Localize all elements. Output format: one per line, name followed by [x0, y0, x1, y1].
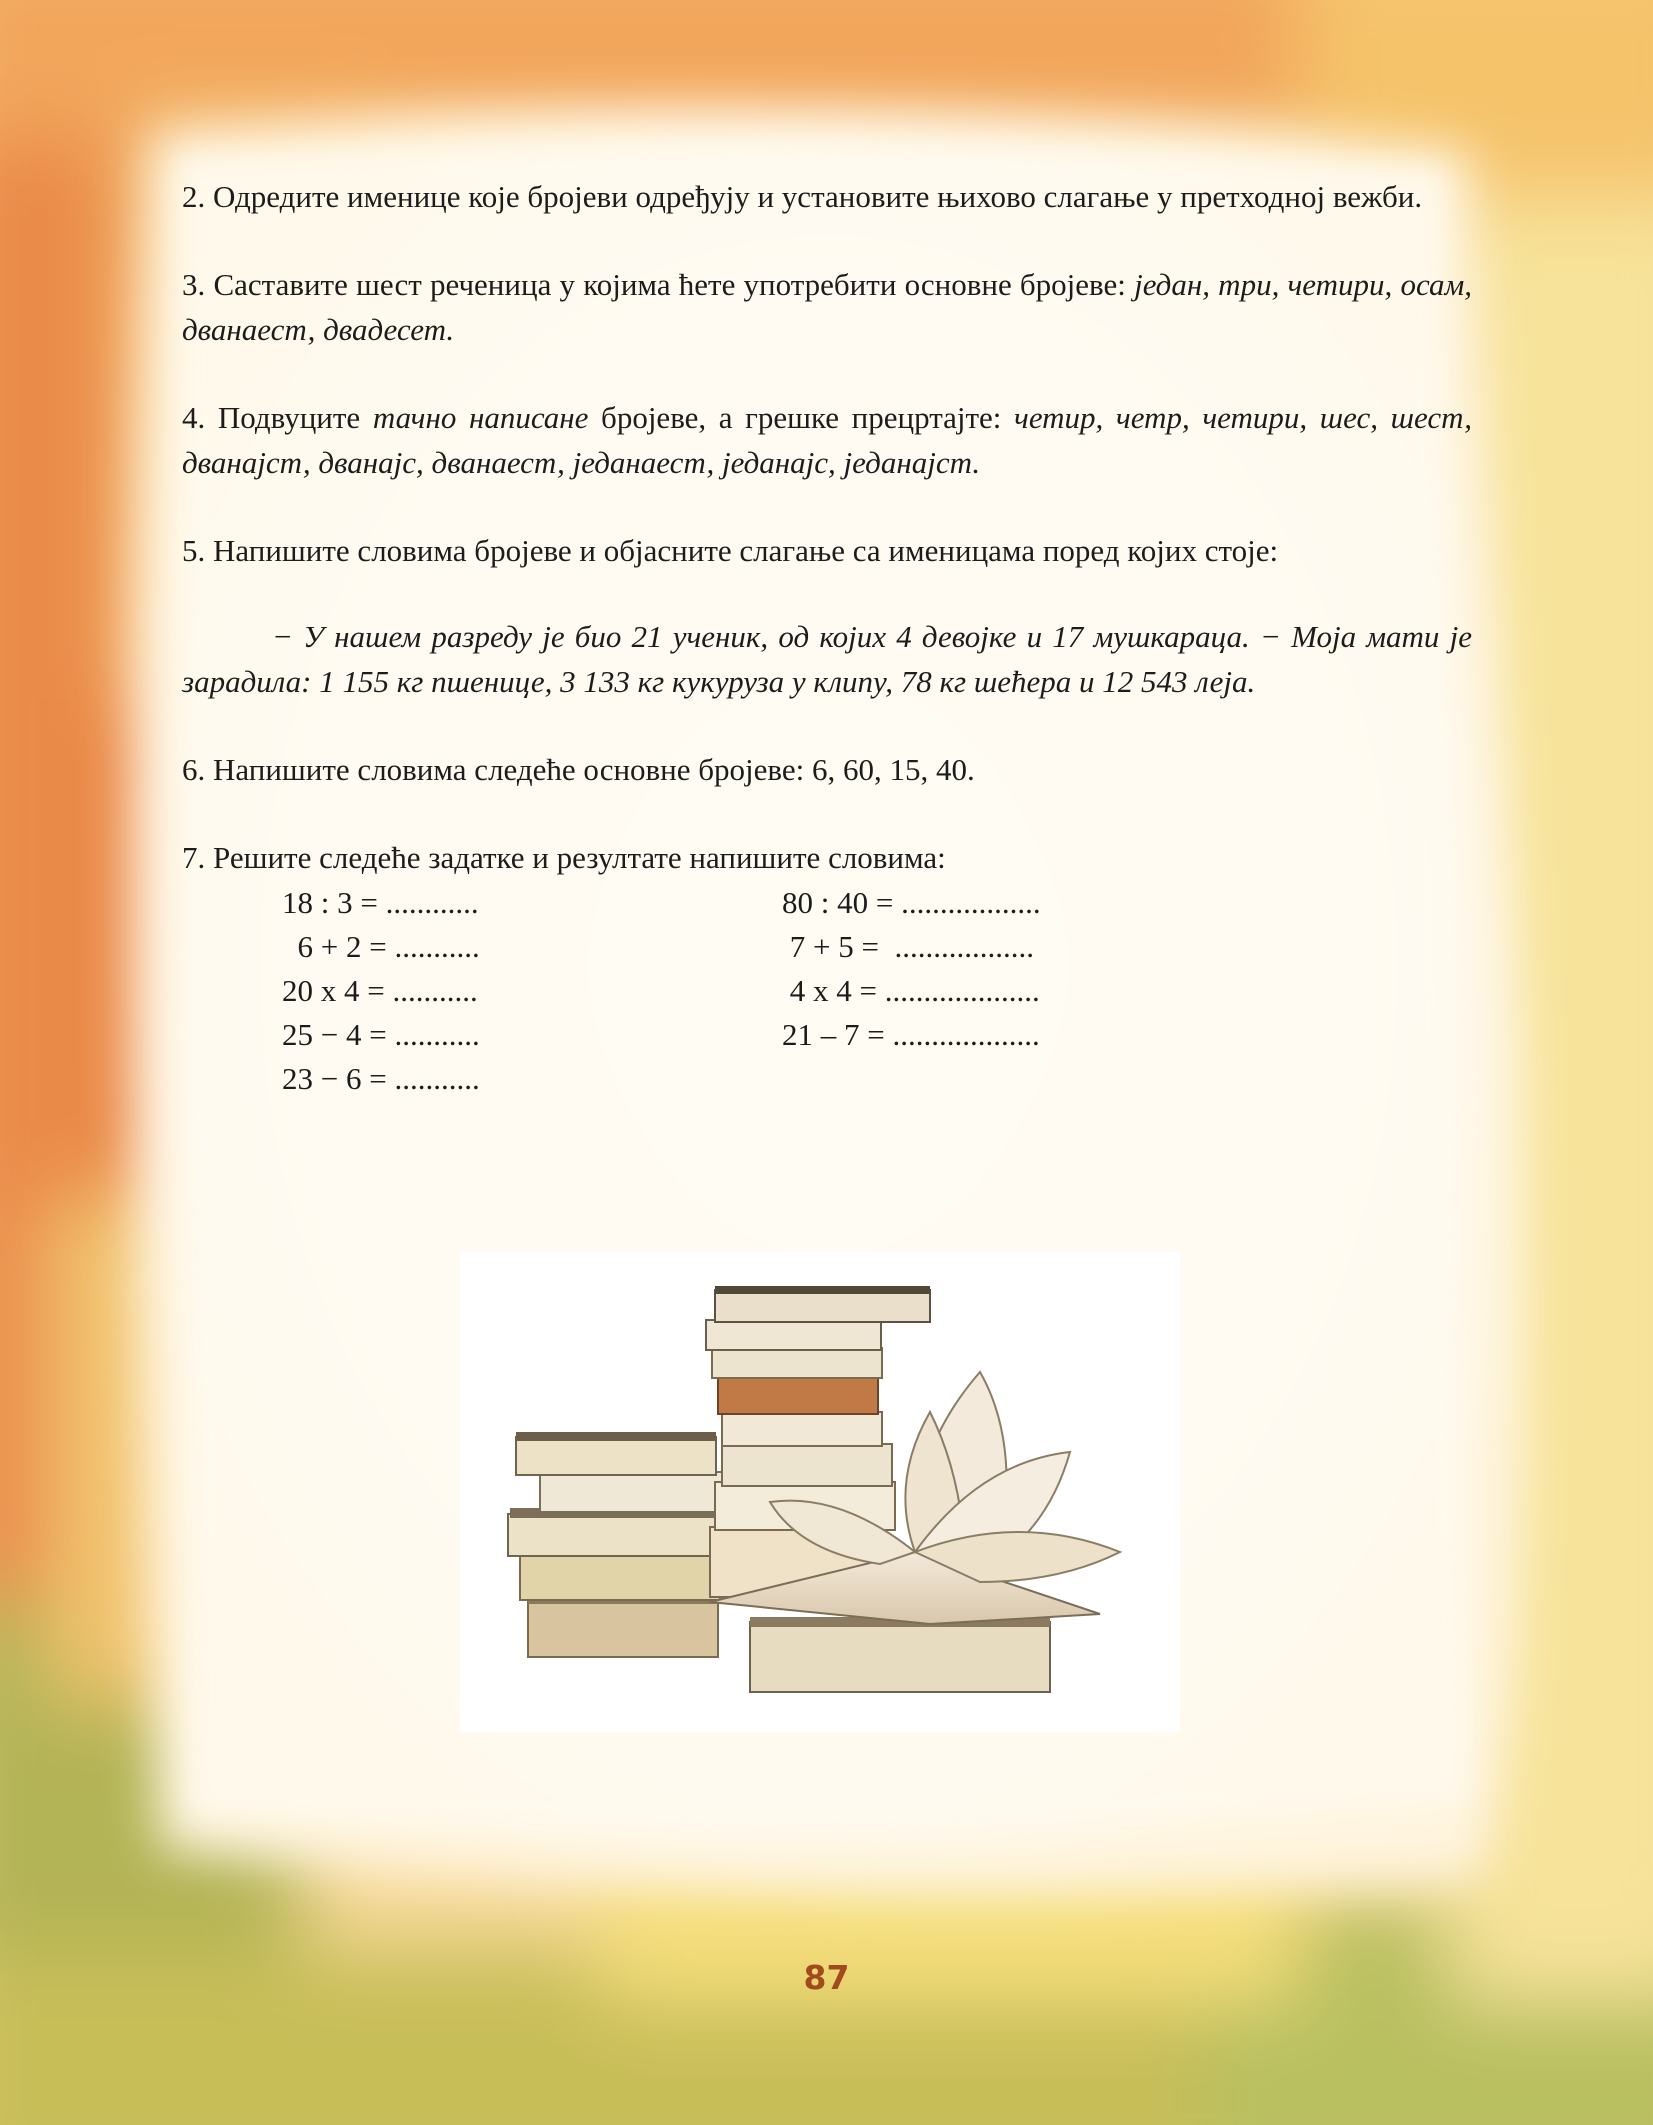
books-illustration — [460, 1252, 1180, 1732]
math-task: 18 : 3 = ............ — [282, 885, 479, 920]
exercise-4-text-b: бројеве, а грешке прецртајте: — [588, 400, 1015, 435]
exercise-4 — [182, 395, 1472, 485]
exercise-5-quote-text: − У нашем разреду је био 21 ученик, од којих 4 девојке и 17 мушкараца. − Моја мати је зарадила: 1 155 кг пшенице, 3 133 кг кукуруза у клипу, 78 кг шећера и 12 543 леја. — [182, 619, 1472, 699]
math-task: 25 − 4 = ........... — [282, 1017, 480, 1052]
exercise-content — [182, 174, 1472, 1100]
exercise-4-emphasis: тачно написане — [372, 400, 589, 435]
math-task: 6 + 2 = ........... — [282, 929, 480, 964]
math-task: 7 + 5 = .................. — [782, 929, 1034, 964]
exercise-5: 5. Напишите словима бројеве и објасните слагање са именицама поред којих стоје: — [182, 533, 1279, 568]
exercise-6: 6. Напишите словима следеће основне бројеве: 6, 60, 15, 40. — [182, 752, 975, 787]
math-task: 20 x 4 = ........... — [282, 973, 478, 1008]
math-task: 80 : 40 = .................. — [782, 885, 1041, 920]
math-task: 4 x 4 = .................... — [782, 973, 1040, 1008]
page-number: 87 — [803, 1958, 850, 1997]
exercise-4-text-a: 4. Подвуците — [182, 400, 373, 435]
exercise-3-numbers: један, три, четири, осам, дванаест, двадесет. — [182, 267, 1472, 347]
math-tasks — [182, 880, 1472, 1100]
left-book-stack — [508, 1432, 730, 1657]
math-task: 21 – 7 = ................... — [782, 1017, 1040, 1052]
exercise-2: 2. Одредите именице које бројеви одређују и установите њихово слагање у претходној вежби. — [182, 179, 1423, 214]
math-task: 23 − 6 = ........... — [282, 1061, 480, 1096]
exercise-4-words: четир, четр, четири, шес, шест, дванајст, дванајс, дванаест, једанаест, једанајс, једанајст. — [182, 400, 1473, 480]
exercise-3 — [182, 262, 1472, 352]
exercise-7: 7. Решите следеће задатке и резултате напишите словима: — [182, 840, 946, 875]
exercise-5-quote — [182, 614, 1472, 704]
exercise-3-text: 3. Саставите шест реченица у којима ћете употребити основне бројеве: — [182, 267, 1135, 302]
